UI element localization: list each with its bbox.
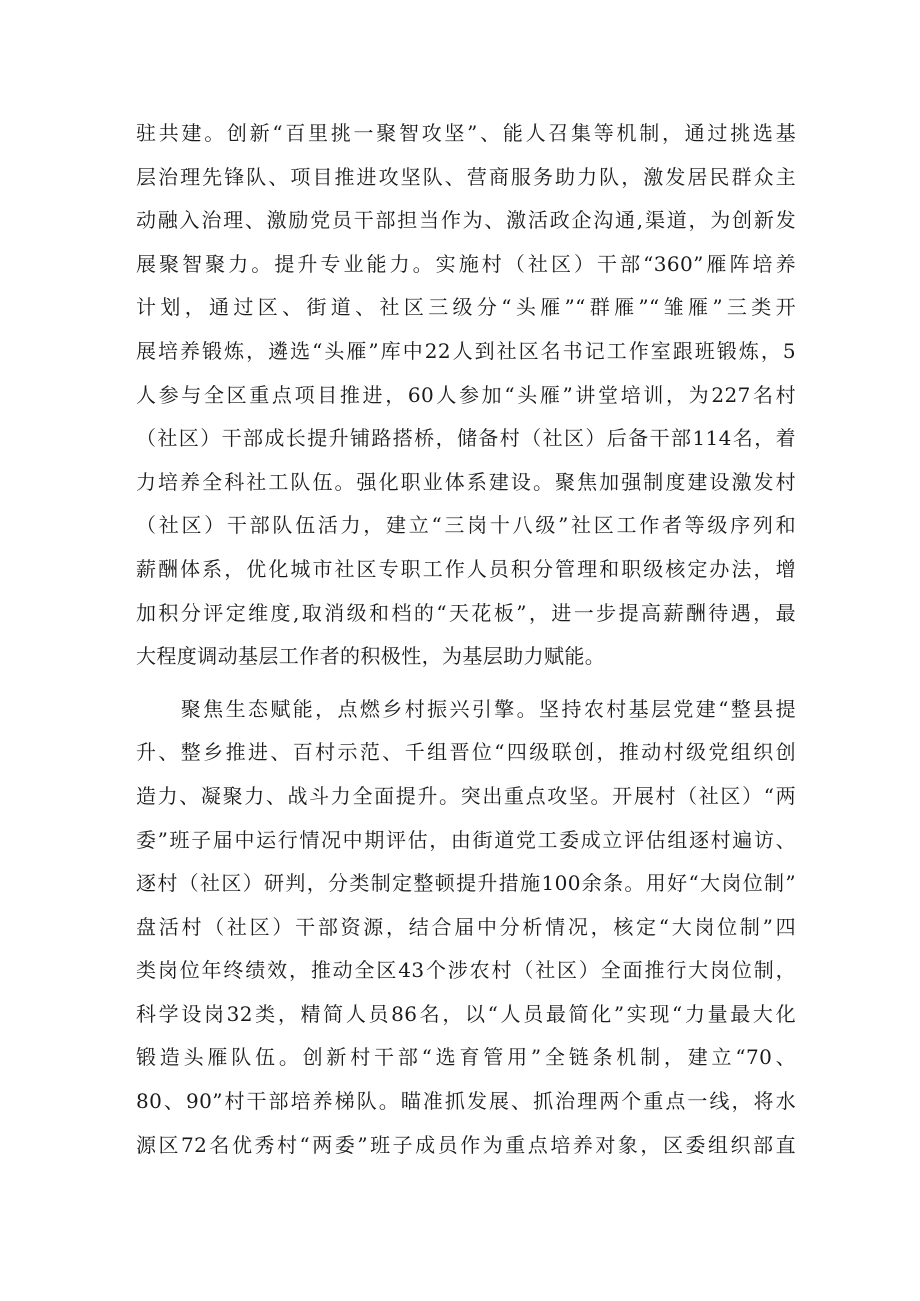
text-line: 薪酬体系，优化城市社区专职工作人员积分管理和职级核定办法，增 <box>136 556 796 581</box>
text-line: 大程度调动基层工作者的积极性，为基层助力赋能。 <box>136 644 606 669</box>
text-line: 动融入治理、激励党员干部担当作为、激活政企沟通,渠道，为创新发 <box>136 208 796 233</box>
text-line: （社区）干部成长提升铺路搭桥，储备村（社区）后备干部114名，着 <box>136 426 796 451</box>
text-line: 造力、凝聚力、战斗力全面提升。突出重点攻坚。开展村（社区）“两 <box>136 783 796 808</box>
text-line: 聚焦生态赋能，点燃乡村振兴引擎。坚持农村基层党建“整县提 <box>136 696 796 721</box>
text-line: 升、整乡推进、百村示范、千组晋位“四级联创，推动村级党组织创 <box>136 740 796 765</box>
text-line: 源区72名优秀村“两委”班子成员作为重点培养对象，区委组织部直 <box>136 1132 796 1157</box>
text-line: 展聚智聚力。提升专业能力。实施村（社区）干部“360”雁阵培养 <box>136 251 796 276</box>
text-line: 展培养锻炼，遴选“头雁”库中22人到社区名书记工作室跟班锻炼，5 <box>136 338 796 363</box>
paragraph-gap <box>136 679 796 688</box>
text-line: 类岗位年终绩效，推动全区43个涉农村（社区）全面推行大岗位制， <box>136 958 796 983</box>
text-line: 层治理先锋队、项目推进攻坚队、营商服务助力队，激发居民群众主 <box>136 164 796 189</box>
text-line: 盘活村（社区）干部资源，结合届中分析情况，核定“大岗位制”四 <box>136 914 796 939</box>
text-line: 80、90”村干部培养梯队。瞄准抓发展、抓治理两个重点一线，将水 <box>136 1089 796 1114</box>
text-line: 逐村（社区）研判，分类制定整顿提升措施100余条。用好“大岗位制” <box>136 871 796 896</box>
text-line: 锻造头雁队伍。创新村干部“选育管用”全链条机制，建立“70、 <box>136 1045 796 1070</box>
text-line: 计划，通过区、街道、社区三级分“头雁”“群雁”“雏雁”三类开 <box>136 295 796 320</box>
text-line: 驻共建。创新“百里挑一聚智攻坚”、能人召集等机制，通过挑选基 <box>136 121 796 145</box>
text-line: 科学设岗32类，精简人员86名，以“人员最简化”实现“力量最大化 <box>136 1001 796 1026</box>
text-line: 加积分评定维度,取消级和档的“天花板”，进一步提高薪酬待遇，最 <box>136 600 796 625</box>
text-line: 人参与全区重点项目推进，60人参加“头雁”讲堂培训，为227名村 <box>136 382 796 407</box>
text-line: 委”班子届中运行情况中期评估，由街道党工委成立评估组逐村遍访、 <box>136 827 796 852</box>
text-line: 力培养全科社工队伍。强化职业体系建设。聚焦加强制度建设激发村 <box>136 469 796 494</box>
body-text <box>136 112 796 1167</box>
text-line: （社区）干部队伍活力，建立“三岗十八级”社区工作者等级序列和 <box>136 513 796 538</box>
